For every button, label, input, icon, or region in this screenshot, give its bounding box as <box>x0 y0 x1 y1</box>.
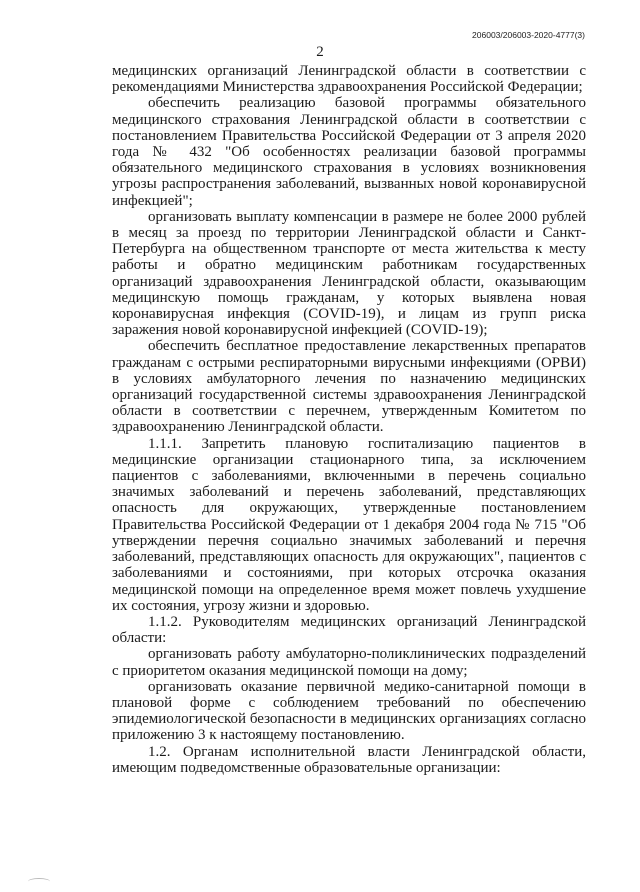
paragraph: организовать выплату компенсации в размере не более 2000 рублей в месяц за проезд по территории Ленинградской области и Санкт-Петербурга на общественном транспорте от места жительства к месту работы и обратно медицинским работникам государственных организаций здравоохранения Ленинградской области, оказывающим медицинскую помощь гражданам, у которых выявлена новая коронавирусная инфекция (COVID-19), и лицам из групп риска заражения новой коронавирусной инфекцией (COVID-19); <box>112 208 586 339</box>
document-id: 206003/206003-2020-4777(3) <box>472 30 585 40</box>
paragraph: обеспечить реализацию базовой программы обязательного медицинского страхования Ленинградской области в соответствии с постановлением Правительства Российской Федерации от 3 апреля 2020 года № 432 "Об особенностях реализации базовой программы обязательного медицинского страхования в условиях возникновения угрозы распространения заболеваний, вызванных новой коронавирусной инфекцией"; <box>112 95 586 209</box>
scan-artifact <box>28 878 50 885</box>
paragraph: 1.2. Органам исполнительной власти Ленинградской области, имеющим подведомственные образовательные организации: <box>112 743 586 776</box>
paragraph: 1.1.1. Запретить плановую госпитализацию пациентов в медицинские организации стационарного типа, за исключением пациентов с заболеваниями, включенными в перечень социально значимых заболеваний и перечень заболеваний, представляющих опасность для окружающих, утвержденные постановлением Правительства Российской Федерации от 1 декабря 2004 года № 715 "Об утверждении перечня социально значимых заболеваний и перечня заболеваний, представляющих опасность для окружающих", пациентов с заболеваниями и состояниями, при которых отсрочка оказания медицинской помощи на определенное время может повлечь ухудшение их состояния, угрозу жизни и здоровью. <box>112 435 586 614</box>
paragraph: медицинских организаций Ленинградской области в соответствии с рекомендациями Министерства здравоохранения Российской Федерации; <box>112 63 586 96</box>
document-body <box>112 63 586 776</box>
paragraph: организовать работу амбулаторно-поликлинических подразделений с приоритетом оказания медицинской помощи на дому; <box>112 646 586 679</box>
paragraph: организовать оказание первичной медико-санитарной помощи в плановой форме с соблюдением требований по обеспечению эпидемиологической безопасности в медицинских организациях согласно приложению 3 к настоящему постановлению. <box>112 678 586 744</box>
paragraph: 1.1.2. Руководителям медицинских организаций Ленинградской области: <box>112 613 586 647</box>
page-number: 2 <box>316 44 324 60</box>
paragraph: обеспечить бесплатное предоставление лекарственных препаратов гражданам с острыми респираторными вирусными инфекциями (ОРВИ) в условиях амбулаторного лечения по назначению медицинских организаций государственной системы здравоохранения Ленинградской области в соответствии с перечнем, утвержденным Комитетом по здравоохранению Ленинградской области. <box>112 338 586 436</box>
